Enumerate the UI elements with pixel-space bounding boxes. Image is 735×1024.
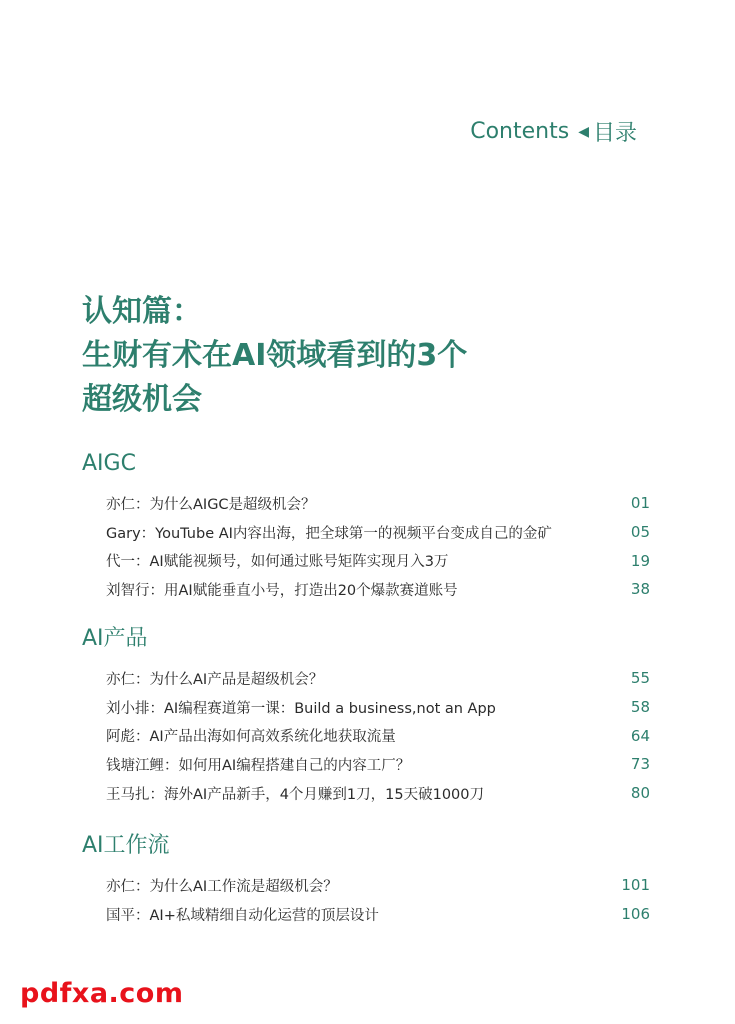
entry-page-number: 101: [621, 876, 650, 895]
toc-entry[interactable]: [82, 721, 650, 750]
toc-entry[interactable]: [82, 489, 650, 518]
part-title-line: 超级机会: [82, 382, 202, 417]
toc-entry[interactable]: [82, 871, 650, 900]
toc-entry[interactable]: [82, 779, 650, 808]
entry-title: 亦仁：为什么AIGC是超级机会？: [106, 496, 316, 513]
entry-list: [82, 871, 650, 928]
entry-title: 刘小排：AI编程赛道第一课：Build a business,not an App: [106, 700, 496, 717]
section-title: AIGC: [82, 451, 136, 476]
entry-page-number: 38: [630, 580, 650, 599]
toc-entry[interactable]: [82, 750, 650, 779]
section-title: AI产品: [82, 626, 148, 651]
entry-title: 亦仁：为什么AI产品是超级机会？: [106, 671, 324, 688]
entry-title: 国平：AI+私域精细自动化运营的顶层设计: [106, 907, 379, 924]
entry-title: 阿彪：AI产品出海如何高效系统化地获取流量: [106, 729, 396, 746]
toc-entry[interactable]: [82, 693, 650, 722]
entry-title: 亦仁：为什么AI工作流是超级机会？: [106, 878, 338, 895]
entry-page-number: 106: [621, 905, 650, 924]
entry-page-number: 64: [630, 726, 650, 745]
entry-title: 王马扎：海外AI产品新手，4个月赚到1刀，15天破1000刀: [106, 786, 484, 803]
entry-page-number: 80: [630, 784, 650, 803]
entry-page-number: 73: [630, 755, 650, 774]
entry-page-number: 55: [630, 669, 650, 688]
entry-title: Gary：YouTube AI内容出海，把全球第一的视频平台变成自己的金矿: [106, 525, 552, 542]
entry-page-number: 05: [630, 523, 650, 542]
toc-entry[interactable]: [82, 900, 650, 929]
toc-label: 目录: [592, 121, 637, 146]
section-title: AI工作流: [82, 833, 170, 858]
toc-entry[interactable]: [82, 664, 650, 693]
entry-title: 刘智行：用AI赋能垂直小号，打造出20个爆款赛道账号: [106, 582, 458, 599]
entry-list: [82, 489, 650, 604]
entry-page-number: 58: [630, 698, 650, 717]
section-ai-workflow: [82, 832, 650, 928]
entry-page-number: 01: [630, 494, 650, 513]
watermark-text: pdfxa.com: [20, 978, 184, 1009]
contents-label: Contents: [470, 119, 570, 144]
entry-list: [82, 664, 650, 807]
contents-header: [470, 116, 637, 147]
entry-title: 钱塘江鲤：如何用AI编程搭建自己的内容工厂？: [106, 757, 411, 774]
toc-entry[interactable]: [82, 575, 650, 604]
entry-page-number: 19: [630, 551, 650, 570]
part-title: [82, 290, 642, 422]
toc-entry[interactable]: [82, 518, 650, 547]
section-ai-products: [82, 625, 650, 807]
part-title-line: 生财有术在AI领域看到的3个: [82, 338, 468, 373]
toc-entry[interactable]: [82, 546, 650, 575]
section-aigc: [82, 450, 650, 604]
left-triangle-icon: ◀: [578, 123, 589, 140]
part-title-line: 认知篇：: [82, 294, 202, 329]
entry-title: 代一：AI赋能视频号，如何通过账号矩阵实现月入3万: [106, 554, 449, 571]
